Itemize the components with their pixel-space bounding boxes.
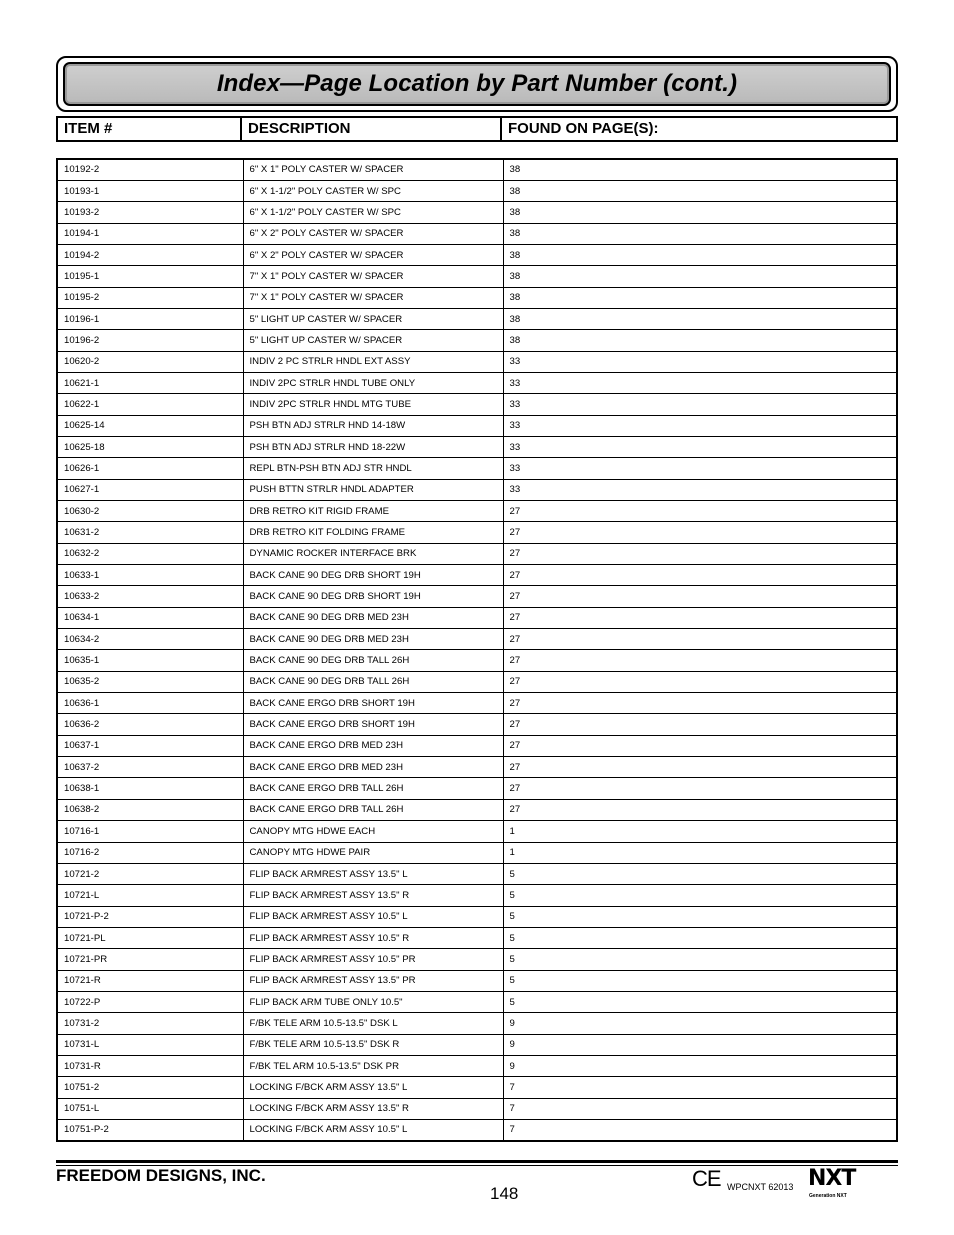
table-row xyxy=(57,543,897,564)
header-found xyxy=(500,116,898,142)
description-cell: FLIP BACK ARMREST ASSY 13.5" PR xyxy=(243,970,503,991)
table-row xyxy=(57,949,897,970)
item-cell: 10193-1 xyxy=(57,180,243,201)
description-cell: LOCKING F/BCK ARM ASSY 13.5" L xyxy=(243,1077,503,1098)
description-cell: 6" X 2" POLY CASTER W/ SPACER xyxy=(243,223,503,244)
item-cell: 10625-14 xyxy=(57,415,243,436)
table-row xyxy=(57,735,897,756)
table-row xyxy=(57,906,897,927)
page-cell: 7 xyxy=(503,1098,897,1119)
page-cell: 9 xyxy=(503,1034,897,1055)
description-cell: 6" X 1-1/2" POLY CASTER W/ SPC xyxy=(243,202,503,223)
item-cell: 10622-1 xyxy=(57,394,243,415)
description-cell: DRB RETRO KIT FOLDING FRAME xyxy=(243,522,503,543)
item-cell: 10634-1 xyxy=(57,607,243,628)
page-cell: 1 xyxy=(503,821,897,842)
page-cell: 5 xyxy=(503,970,897,991)
page-cell: 27 xyxy=(503,650,897,671)
table-row xyxy=(57,1034,897,1055)
nxt-logo-subtitle: Generation NXT xyxy=(809,1193,847,1199)
table-row xyxy=(57,693,897,714)
table-row xyxy=(57,863,897,884)
item-cell: 10630-2 xyxy=(57,501,243,522)
item-cell: 10192-2 xyxy=(57,159,243,180)
page-cell: 1 xyxy=(503,842,897,863)
description-cell: BACK CANE ERGO DRB MED 23H xyxy=(243,735,503,756)
parts-table-body xyxy=(57,159,897,1141)
description-cell: BACK CANE ERGO DRB TALL 26H xyxy=(243,778,503,799)
item-cell: 10626-1 xyxy=(57,458,243,479)
item-cell: 10196-2 xyxy=(57,330,243,351)
page-cell: 33 xyxy=(503,458,897,479)
description-cell: FLIP BACK ARMREST ASSY 10.5" L xyxy=(243,906,503,927)
item-cell: 10751-P-2 xyxy=(57,1119,243,1140)
page-cell: 38 xyxy=(503,223,897,244)
page-cell: 27 xyxy=(503,778,897,799)
header-description xyxy=(240,116,502,142)
item-cell: 10195-2 xyxy=(57,287,243,308)
table-row xyxy=(57,415,897,436)
table-row xyxy=(57,650,897,671)
page-cell: 9 xyxy=(503,1055,897,1076)
item-cell: 10193-2 xyxy=(57,202,243,223)
item-cell: 10751-L xyxy=(57,1098,243,1119)
description-cell: 6" X 2" POLY CASTER W/ SPACER xyxy=(243,244,503,265)
item-cell: 10621-1 xyxy=(57,372,243,393)
item-cell: 10751-2 xyxy=(57,1077,243,1098)
table-row xyxy=(57,244,897,265)
item-cell: 10633-1 xyxy=(57,565,243,586)
page-cell: 7 xyxy=(503,1077,897,1098)
page-cell: 38 xyxy=(503,244,897,265)
table-row xyxy=(57,1055,897,1076)
page-cell: 33 xyxy=(503,479,897,500)
title-banner-inner xyxy=(63,62,891,106)
table-row xyxy=(57,927,897,948)
description-cell: INDIV 2PC STRLR HNDL MTG TUBE xyxy=(243,394,503,415)
description-cell: 6" X 1" POLY CASTER W/ SPACER xyxy=(243,159,503,180)
table-row xyxy=(57,842,897,863)
page-cell: 27 xyxy=(503,586,897,607)
page-cell: 27 xyxy=(503,693,897,714)
page-cell: 5 xyxy=(503,885,897,906)
description-cell: BACK CANE 90 DEG DRB TALL 26H xyxy=(243,650,503,671)
page-cell: 27 xyxy=(503,607,897,628)
table-row xyxy=(57,885,897,906)
table-row xyxy=(57,821,897,842)
description-cell: PSH BTN ADJ STRLR HND 14-18W xyxy=(243,415,503,436)
page-cell: 5 xyxy=(503,927,897,948)
table-row xyxy=(57,308,897,329)
footer-company: FREEDOM DESIGNS, INC. xyxy=(56,1166,266,1185)
table-row xyxy=(57,586,897,607)
item-cell: 10194-1 xyxy=(57,223,243,244)
table-row xyxy=(57,778,897,799)
item-cell: 10620-2 xyxy=(57,351,243,372)
description-cell: DYNAMIC ROCKER INTERFACE BRK xyxy=(243,543,503,564)
item-cell: 10637-2 xyxy=(57,757,243,778)
table-row xyxy=(57,671,897,692)
page-cell: 27 xyxy=(503,629,897,650)
item-cell: 10194-2 xyxy=(57,244,243,265)
page-cell: 33 xyxy=(503,436,897,457)
item-cell: 10196-1 xyxy=(57,308,243,329)
description-cell: F/BK TELE ARM 10.5-13.5" DSK R xyxy=(243,1034,503,1055)
description-cell: 7" X 1" POLY CASTER W/ SPACER xyxy=(243,266,503,287)
page-cell: 27 xyxy=(503,714,897,735)
table-row xyxy=(57,458,897,479)
description-cell: FLIP BACK ARM TUBE ONLY 10.5" xyxy=(243,991,503,1012)
description-cell: LOCKING F/BCK ARM ASSY 10.5" L xyxy=(243,1119,503,1140)
description-cell: BACK CANE 90 DEG DRB MED 23H xyxy=(243,629,503,650)
description-cell: CANOPY MTG HDWE PAIR xyxy=(243,842,503,863)
description-cell: BACK CANE 90 DEG DRB MED 23H xyxy=(243,607,503,628)
item-cell: 10721-PR xyxy=(57,949,243,970)
page-cell: 27 xyxy=(503,565,897,586)
table-row xyxy=(57,799,897,820)
table-row xyxy=(57,991,897,1012)
page-title: Index—Page Location by Part Number (cont.) xyxy=(216,70,738,97)
item-cell: 10636-1 xyxy=(57,693,243,714)
description-cell: DRB RETRO KIT RIGID FRAME xyxy=(243,501,503,522)
item-cell: 10637-1 xyxy=(57,735,243,756)
page-cell: 27 xyxy=(503,543,897,564)
description-cell: FLIP BACK ARMREST ASSY 13.5" R xyxy=(243,885,503,906)
table-row xyxy=(57,522,897,543)
description-cell: PUSH BTTN STRLR HNDL ADAPTER xyxy=(243,479,503,500)
description-cell: BACK CANE 90 DEG DRB TALL 26H xyxy=(243,671,503,692)
page-cell: 9 xyxy=(503,1013,897,1034)
header-description-label: DESCRIPTION xyxy=(248,120,351,137)
description-cell: BACK CANE 90 DEG DRB SHORT 19H xyxy=(243,586,503,607)
item-cell: 10721-PL xyxy=(57,927,243,948)
item-cell: 10631-2 xyxy=(57,522,243,543)
page-cell: 5 xyxy=(503,949,897,970)
item-cell: 10635-1 xyxy=(57,650,243,671)
table-row xyxy=(57,202,897,223)
item-cell: 10721-P-2 xyxy=(57,906,243,927)
page-cell: 38 xyxy=(503,308,897,329)
description-cell: F/BK TEL ARM 10.5-13.5" DSK PR xyxy=(243,1055,503,1076)
page-cell: 27 xyxy=(503,735,897,756)
item-cell: 10716-2 xyxy=(57,842,243,863)
item-cell: 10635-2 xyxy=(57,671,243,692)
table-row xyxy=(57,266,897,287)
header-item xyxy=(56,116,242,142)
description-cell: F/BK TELE ARM 10.5-13.5" DSK L xyxy=(243,1013,503,1034)
parts-table xyxy=(56,158,898,1142)
item-cell: 10638-1 xyxy=(57,778,243,799)
doc-code: WPCNXT 62013 xyxy=(727,1182,794,1192)
table-row xyxy=(57,436,897,457)
description-cell: PSH BTN ADJ STRLR HND 18-22W xyxy=(243,436,503,457)
description-cell: FLIP BACK ARMREST ASSY 13.5" L xyxy=(243,863,503,884)
item-cell: 10731-R xyxy=(57,1055,243,1076)
description-cell: FLIP BACK ARMREST ASSY 10.5" R xyxy=(243,927,503,948)
page-cell: 33 xyxy=(503,351,897,372)
description-cell: 7" X 1" POLY CASTER W/ SPACER xyxy=(243,287,503,308)
description-cell: FLIP BACK ARMREST ASSY 10.5" PR xyxy=(243,949,503,970)
description-cell: BACK CANE ERGO DRB MED 23H xyxy=(243,757,503,778)
item-cell: 10722-P xyxy=(57,991,243,1012)
item-cell: 10627-1 xyxy=(57,479,243,500)
header-item-label: ITEM # xyxy=(64,120,113,137)
table-row xyxy=(57,970,897,991)
table-row xyxy=(57,629,897,650)
description-cell: INDIV 2PC STRLR HNDL TUBE ONLY xyxy=(243,372,503,393)
description-cell: INDIV 2 PC STRLR HNDL EXT ASSY xyxy=(243,351,503,372)
item-cell: 10195-1 xyxy=(57,266,243,287)
item-cell: 10638-2 xyxy=(57,799,243,820)
page-cell: 33 xyxy=(503,394,897,415)
table-row xyxy=(57,501,897,522)
table-row xyxy=(57,714,897,735)
description-cell: BACK CANE ERGO DRB SHORT 19H xyxy=(243,693,503,714)
page-cell: 27 xyxy=(503,522,897,543)
page-number: 148 xyxy=(490,1184,519,1203)
nxt-logo: NXT xyxy=(808,1166,856,1191)
page-cell: 38 xyxy=(503,287,897,308)
item-cell: 10721-R xyxy=(57,970,243,991)
page-cell: 27 xyxy=(503,501,897,522)
page-cell: 5 xyxy=(503,906,897,927)
table-row xyxy=(57,287,897,308)
item-cell: 10721-2 xyxy=(57,863,243,884)
page-cell: 38 xyxy=(503,180,897,201)
table-row xyxy=(57,159,897,180)
table-row xyxy=(57,330,897,351)
table-row xyxy=(57,1013,897,1034)
footer-rule-thick xyxy=(56,1160,898,1163)
page-cell: 5 xyxy=(503,991,897,1012)
table-row xyxy=(57,757,897,778)
table-row xyxy=(57,394,897,415)
description-cell: BACK CANE 90 DEG DRB SHORT 19H xyxy=(243,565,503,586)
description-cell: LOCKING F/BCK ARM ASSY 13.5" R xyxy=(243,1098,503,1119)
description-cell: CANOPY MTG HDWE EACH xyxy=(243,821,503,842)
item-cell: 10721-L xyxy=(57,885,243,906)
page-cell: 5 xyxy=(503,863,897,884)
page-cell: 33 xyxy=(503,415,897,436)
table-row xyxy=(57,607,897,628)
page-cell: 38 xyxy=(503,266,897,287)
table-row xyxy=(57,372,897,393)
page-cell: 7 xyxy=(503,1119,897,1140)
item-cell: 10716-1 xyxy=(57,821,243,842)
description-cell: 6" X 1-1/2" POLY CASTER W/ SPC xyxy=(243,180,503,201)
title-banner xyxy=(56,56,898,112)
table-row xyxy=(57,565,897,586)
description-cell: BACK CANE ERGO DRB TALL 26H xyxy=(243,799,503,820)
page-cell: 33 xyxy=(503,372,897,393)
description-cell: 5" LIGHT UP CASTER W/ SPACER xyxy=(243,308,503,329)
page-cell: 27 xyxy=(503,671,897,692)
item-cell: 10731-L xyxy=(57,1034,243,1055)
page-cell: 27 xyxy=(503,757,897,778)
page-cell: 38 xyxy=(503,202,897,223)
table-row xyxy=(57,1077,897,1098)
description-cell: 5" LIGHT UP CASTER W/ SPACER xyxy=(243,330,503,351)
table-row xyxy=(57,1098,897,1119)
table-row xyxy=(57,351,897,372)
ce-mark-icon: CE xyxy=(692,1166,721,1191)
page-cell: 27 xyxy=(503,799,897,820)
item-cell: 10634-2 xyxy=(57,629,243,650)
description-cell: REPL BTN-PSH BTN ADJ STR HNDL xyxy=(243,458,503,479)
item-cell: 10633-2 xyxy=(57,586,243,607)
table-row xyxy=(57,180,897,201)
item-cell: 10731-2 xyxy=(57,1013,243,1034)
table-row xyxy=(57,479,897,500)
table-row xyxy=(57,223,897,244)
item-cell: 10636-2 xyxy=(57,714,243,735)
page-cell: 38 xyxy=(503,159,897,180)
page-cell: 38 xyxy=(503,330,897,351)
table-row xyxy=(57,1119,897,1140)
item-cell: 10625-18 xyxy=(57,436,243,457)
item-cell: 10632-2 xyxy=(57,543,243,564)
description-cell: BACK CANE ERGO DRB SHORT 19H xyxy=(243,714,503,735)
header-found-label: FOUND ON PAGE(S): xyxy=(508,120,659,137)
